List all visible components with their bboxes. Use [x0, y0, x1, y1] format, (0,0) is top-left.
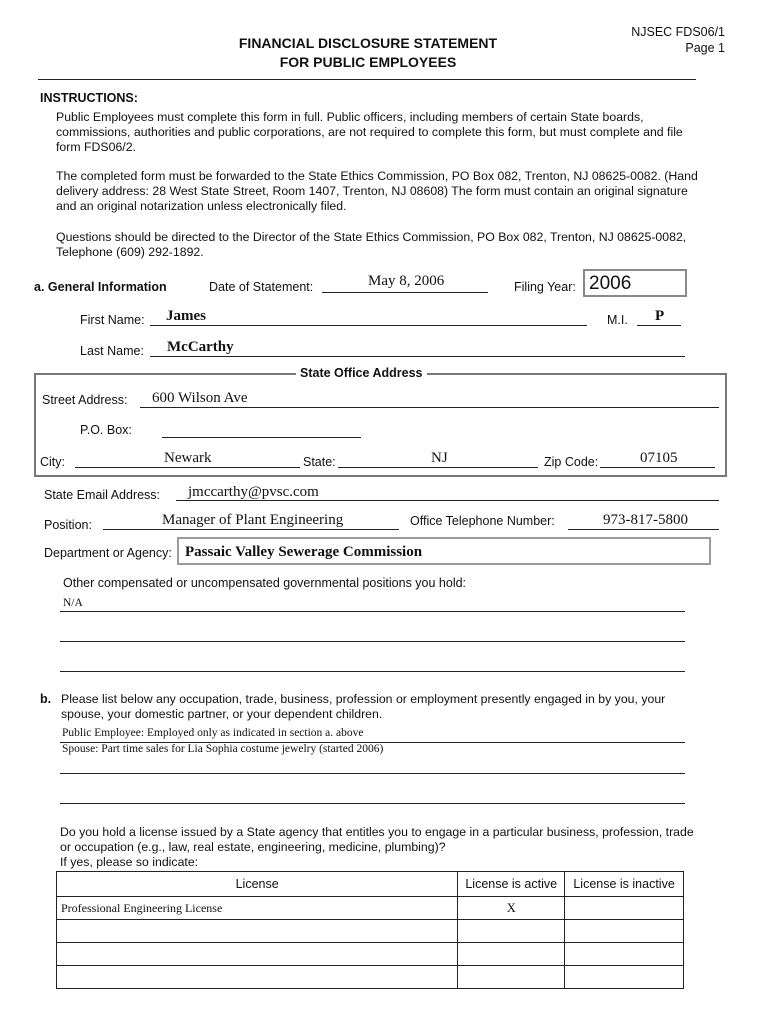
state-line	[338, 467, 538, 468]
license-inactive-cell[interactable]	[565, 943, 684, 966]
license-table-header	[57, 872, 684, 897]
table-row	[57, 966, 684, 989]
street-address-value[interactable]: 600 Wilson Ave	[152, 390, 248, 406]
license-active-cell[interactable]	[458, 920, 565, 943]
other-positions-line-1	[60, 611, 685, 612]
license-inactive-cell[interactable]	[565, 966, 684, 989]
license-inactive-cell[interactable]	[565, 897, 684, 920]
page-number: Page 1	[685, 41, 725, 55]
other-positions-label: Other compensated or uncompensated governmental positions you hold:	[63, 576, 467, 590]
mi-value[interactable]: P	[655, 308, 665, 324]
license-active-cell[interactable]: X	[458, 897, 565, 920]
section-b-prompt: Please list below any occupation, trade, business, profession or employment presently engaged in by you, your spouse, your domestic partner, or your dependent children.	[61, 692, 666, 721]
zip-code-label: Zip Code:	[544, 455, 599, 469]
department-label: Department or Agency:	[44, 546, 172, 560]
table-row	[57, 897, 684, 920]
license-if-yes: If yes, please so indicate:	[60, 855, 199, 869]
last-name-line	[150, 356, 685, 357]
license-inactive-column-header: License is inactive	[565, 872, 684, 897]
date-of-statement-label: Date of Statement:	[209, 280, 314, 294]
form-title-line1: FINANCIAL DISCLOSURE STATEMENT	[238, 35, 498, 51]
table-row	[57, 943, 684, 966]
date-of-statement-value[interactable]: May 8, 2006	[368, 273, 445, 289]
last-name-label: Last Name:	[80, 344, 144, 358]
filing-year-label: Filing Year:	[514, 280, 576, 294]
state-label: State:	[303, 455, 336, 469]
license-inactive-cell[interactable]	[565, 920, 684, 943]
occupation-line-1-value[interactable]: Public Employee: Employed only as indicated in section a. above	[62, 727, 364, 739]
license-table	[56, 871, 684, 989]
instructions-paragraph-3: Questions should be directed to the Director of the State Ethics Commission, PO Box 082, Trenton, NJ 08625-0082, Telephone (609) 292-1892.	[56, 230, 687, 259]
street-address-line	[140, 407, 719, 408]
license-name-cell[interactable]	[57, 943, 458, 966]
state-email-value[interactable]: jmccarthy@pvsc.com	[188, 484, 319, 500]
instructions-paragraph-2: The completed form must be forwarded to the State Ethics Commission, PO Box 082, Trenton, NJ 08625-0082. (Hand delivery address: 28 West State Street, Room 1407, Trenton, NJ 08608) The form must contain an original signature and an original notarization unless electronically filed.	[56, 169, 698, 213]
office-telephone-value[interactable]: 973-817-5800	[603, 512, 688, 528]
mi-line	[637, 325, 681, 326]
other-positions-line-3	[60, 671, 685, 672]
city-value[interactable]: Newark	[164, 450, 212, 466]
state-email-label: State Email Address:	[44, 488, 161, 502]
department-field[interactable]	[177, 537, 711, 565]
form-code: NJSEC FDS06/1	[631, 25, 725, 39]
filing-year-field[interactable]	[583, 269, 687, 297]
date-of-statement-line	[322, 292, 488, 293]
occupation-line-3	[60, 803, 685, 804]
state-office-address-box	[34, 373, 727, 477]
city-label: City:	[40, 455, 65, 469]
filing-year-value: 2006	[589, 273, 632, 294]
position-label: Position:	[44, 518, 92, 532]
table-row	[57, 920, 684, 943]
po-box-label: P.O. Box:	[80, 423, 132, 437]
street-address-label: Street Address:	[42, 393, 128, 407]
state-office-address-heading: State Office Address	[296, 366, 427, 380]
other-positions-value[interactable]: N/A	[63, 597, 83, 609]
header-rule	[38, 79, 696, 80]
po-box-line	[162, 437, 361, 438]
license-name-cell[interactable]	[57, 966, 458, 989]
zip-code-value[interactable]: 07105	[640, 450, 678, 466]
instructions-paragraph-1: Public Employees must complete this form in full. Public officers, including members of certain State boards, commissions, authorities and public corporations, are not required to complete this form, but must complete and file form FDS06/2.	[56, 110, 683, 154]
department-value: Passaic Valley Sewerage Commission	[185, 544, 423, 560]
state-email-line	[176, 500, 719, 501]
license-active-cell[interactable]	[458, 966, 565, 989]
city-line	[75, 467, 300, 468]
instructions-heading: INSTRUCTIONS:	[40, 91, 138, 105]
office-telephone-label: Office Telephone Number:	[410, 514, 555, 528]
license-name-cell[interactable]	[57, 920, 458, 943]
license-name-cell[interactable]: Professional Engineering License	[57, 897, 458, 920]
section-a-heading: a. General Information	[34, 280, 167, 294]
first-name-line	[150, 325, 587, 326]
license-active-cell[interactable]	[458, 943, 565, 966]
other-positions-line-2	[60, 641, 685, 642]
first-name-label: First Name:	[80, 313, 145, 327]
occupation-line-2-value[interactable]: Spouse: Part time sales for Lia Sophia costume jewelry (started 2006)	[62, 743, 384, 755]
occupation-line-2	[60, 773, 685, 774]
license-column-header: License	[57, 872, 458, 897]
office-telephone-line	[568, 529, 719, 530]
license-question: Do you hold a license issued by a State agency that entitles you to engage in a particular business, profession, trade or occupation (e.g., law, real estate, engineering, medicine, plumbing)?	[60, 825, 694, 854]
position-line	[103, 529, 399, 530]
mi-label: M.I.	[607, 313, 628, 327]
section-b-letter: b.	[40, 692, 52, 706]
form-title-line2: FOR PUBLIC EMPLOYEES	[279, 54, 457, 70]
license-active-column-header: License is active	[458, 872, 565, 897]
last-name-value[interactable]: McCarthy	[167, 339, 234, 355]
first-name-value[interactable]: James	[166, 308, 206, 324]
position-value[interactable]: Manager of Plant Engineering	[162, 512, 344, 528]
zip-code-line	[600, 467, 715, 468]
state-value[interactable]: NJ	[431, 450, 448, 466]
